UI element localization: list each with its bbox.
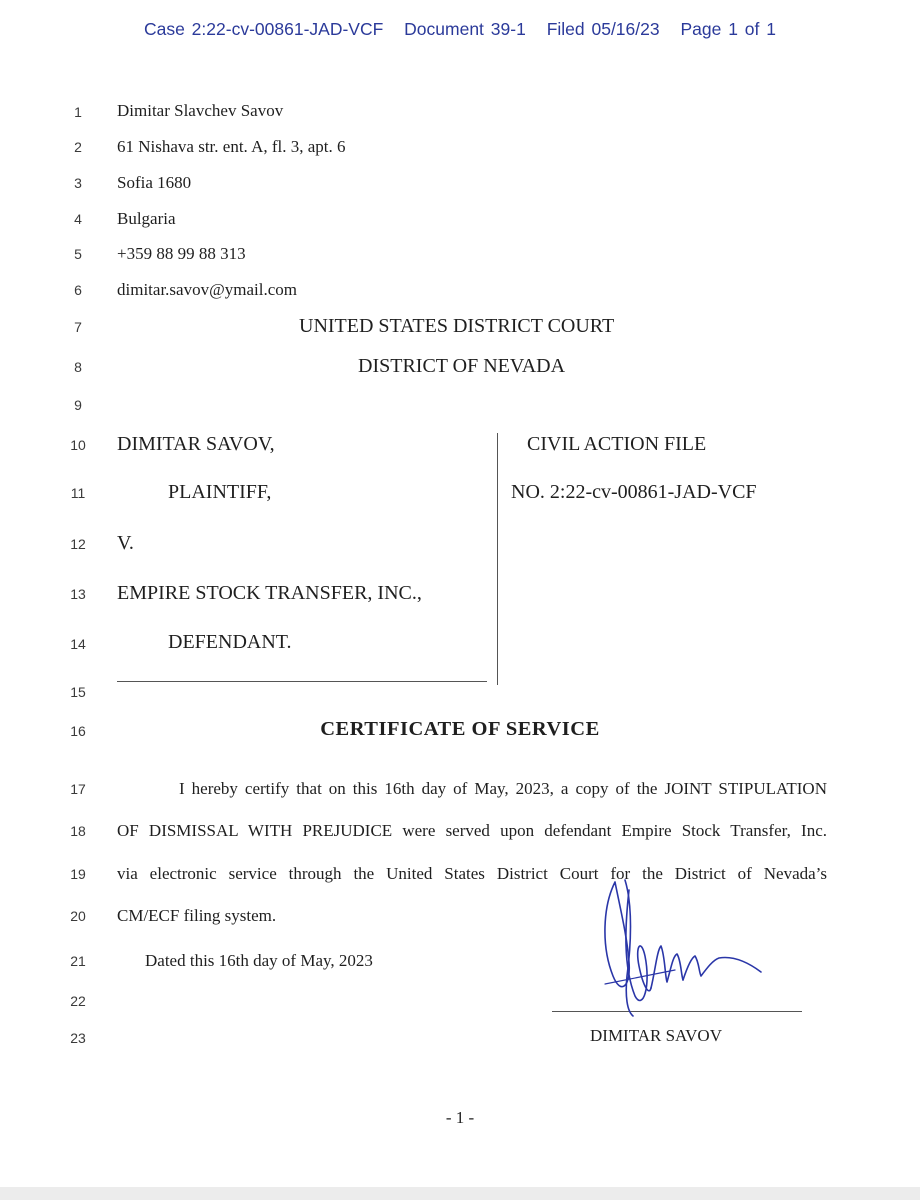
address-name: Dimitar Slavchev Savov (117, 101, 284, 120)
line-number: 6 (74, 282, 82, 298)
line-number: 14 (70, 636, 86, 652)
plaintiff-role: PLAINTIFF, (168, 481, 272, 503)
body-line-2: OF DISMISSAL WITH PREJUDICE were served upon defendant Empire Stock Transfer, Inc. (117, 821, 827, 840)
versus-label: V. (117, 532, 134, 554)
line-number: 19 (70, 866, 86, 882)
body-line-3: via electronic service through the United States District Court for the District of Nevada’s (117, 864, 827, 883)
court-name: UNITED STATES DISTRICT COURT (299, 315, 615, 337)
header-document-number: Document 39-1 (404, 19, 526, 39)
defendant-name: EMPIRE STOCK TRANSFER, INC., (117, 582, 422, 604)
caption-divider (497, 433, 498, 685)
civil-action-label: CIVIL ACTION FILE (527, 433, 707, 455)
body-line-4: CM/ECF filing system. (117, 906, 277, 925)
viewer-bottom-edge (0, 1187, 920, 1200)
line-number: 3 (74, 175, 82, 191)
signature-name: DIMITAR SAVOV (590, 1026, 722, 1045)
address-city: Sofia 1680 (117, 173, 192, 192)
header-page-count: Page 1 of 1 (680, 19, 777, 39)
body-line-1: I hereby certify that on this 16th day of May, 2023, a copy of the JOINT STIPULATION (179, 779, 827, 798)
case-number: NO. 2:22-cv-00861-JAD-VCF (511, 481, 757, 503)
line-number: 8 (74, 359, 82, 375)
line-number: 13 (70, 586, 86, 602)
line-number: 5 (74, 246, 82, 262)
line-number: 2 (74, 139, 82, 155)
line-number: 12 (70, 536, 86, 552)
line-number: 9 (74, 397, 82, 413)
caption-underline (117, 681, 487, 682)
ecf-header (0, 19, 920, 40)
line-number: 10 (70, 437, 86, 453)
line-number: 1 (74, 104, 82, 120)
line-number: 20 (70, 908, 86, 924)
defendant-role: DEFENDANT. (168, 631, 292, 653)
line-number: 21 (70, 953, 86, 969)
address-phone: +359 88 99 88 313 (117, 244, 246, 263)
line-number: 15 (70, 684, 86, 700)
line-number: 7 (74, 319, 82, 335)
line-number: 17 (70, 781, 86, 797)
document-title: CERTIFICATE OF SERVICE (320, 718, 600, 740)
line-number: 16 (70, 723, 86, 739)
header-case-number: Case 2:22-cv-00861-JAD-VCF (143, 19, 384, 39)
address-email: dimitar.savov@ymail.com (117, 280, 297, 299)
line-number: 22 (70, 993, 86, 1009)
line-number: 11 (70, 485, 86, 501)
handwritten-signature (585, 876, 785, 1026)
header-filed-date: Filed 05/16/23 (546, 19, 660, 39)
plaintiff-name: DIMITAR SAVOV, (117, 433, 275, 455)
court-district: DISTRICT OF NEVADA (358, 355, 566, 377)
page-number: - 1 - (445, 1108, 475, 1127)
line-number: 18 (70, 823, 86, 839)
line-number: 4 (74, 211, 82, 227)
line-number: 23 (70, 1030, 86, 1046)
address-country: Bulgaria (117, 209, 176, 228)
address-street: 61 Nishava str. ent. A, fl. 3, apt. 6 (117, 137, 346, 156)
dated-line: Dated this 16th day of May, 2023 (145, 951, 373, 970)
